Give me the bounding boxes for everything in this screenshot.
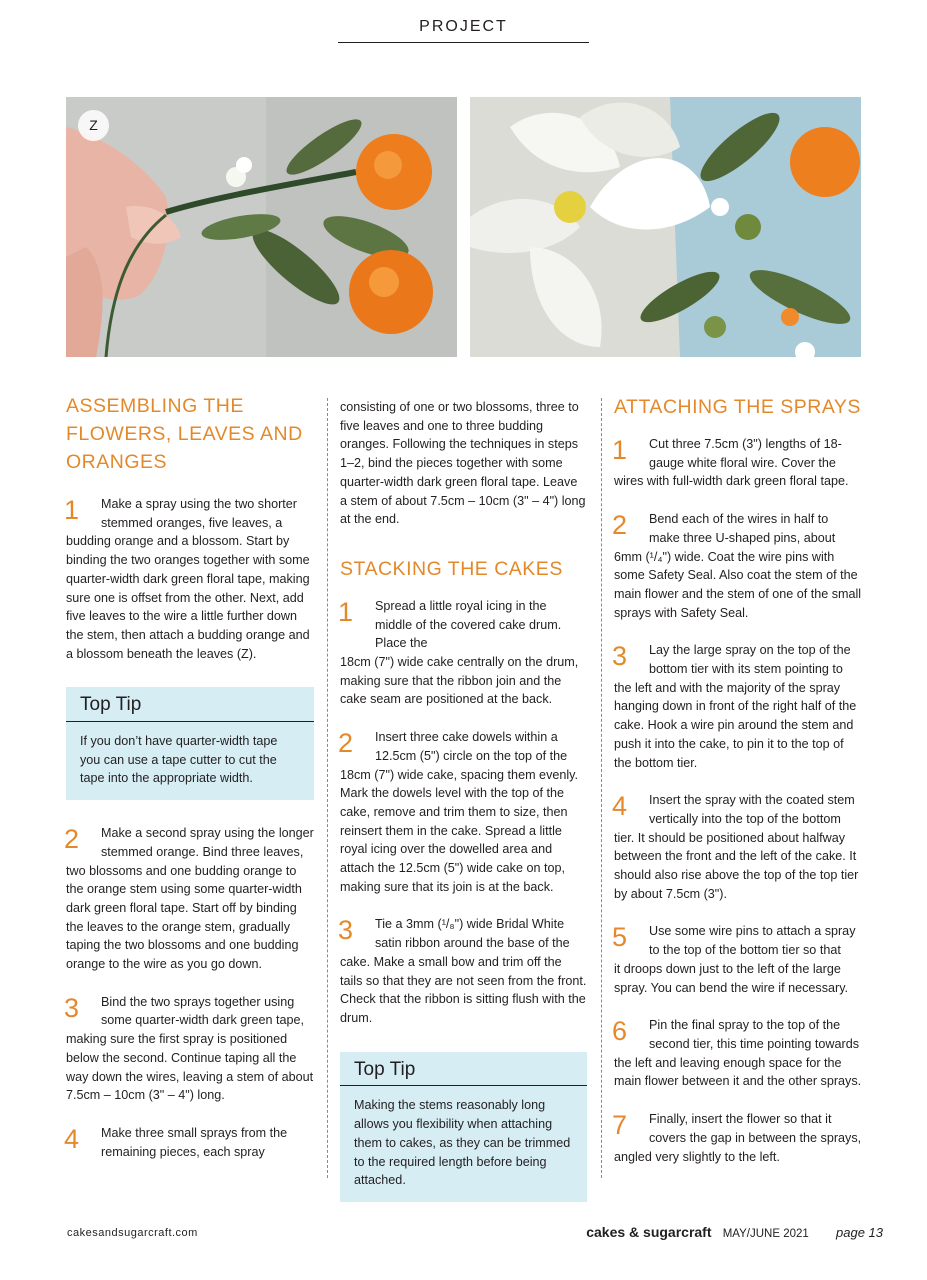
step-text-first: Insert three cake dowels within a 12.5cm (5") circle on the top of the xyxy=(375,730,568,763)
stacking-step-3 xyxy=(340,915,587,1027)
footer-website: cakesandsugarcraft.com xyxy=(67,1227,198,1239)
step-number: 1 xyxy=(612,435,628,465)
step-text-first: Bend each of the wires in half to make three U-shaped pins, about xyxy=(649,512,836,545)
photo-spray-assembly xyxy=(66,97,457,357)
top-tip-body: If you don’t have quarter-width tape you can use a tape cutter to cut the tape into the appropriate width. xyxy=(80,734,278,786)
stacking-step-2 xyxy=(340,728,587,896)
step-text-first: Make a second spray using the longer stemmed orange. Bind three leaves, xyxy=(101,826,314,859)
attaching-step-3 xyxy=(614,641,862,772)
top-tip-body: Making the stems reasonably long allows you flexibility when attaching them to cakes, as they can be trimmed to the required length before being attached. xyxy=(354,1098,571,1188)
step-text-rest: angled very slightly to the left. xyxy=(614,1149,780,1164)
step-text-first: Bind the two sprays together using some quarter-width dark green tape, xyxy=(101,994,305,1028)
step-text-first: Pin the final spray to the top of the second tier, this time pointing towards xyxy=(649,1018,860,1051)
step-text-first: Cut three 7.5cm (3") lengths of 18-gauge white floral wire. Cover the xyxy=(649,437,842,470)
step-text-first: Tie a 3mm (¹/₈") wide Bridal White satin ribbon around the base of the xyxy=(375,917,570,951)
top-tip-title: Top Tip xyxy=(340,1052,587,1087)
step-text-rest: 6mm (¹/₄") wide. Coat the wire pins with some Safety Seal. Also coat the stem of the main flower and the stem of one of the small sprays with Safety Seal. xyxy=(614,549,862,620)
step-text-first: Use some wire pins to attach a spray to the top of the bottom tier so that xyxy=(649,924,856,958)
step-text-rest: tier. It should be positioned about halfway between the front and the left of the cake. It should also rise above the top of the top tier by about 7.5cm (3"). xyxy=(614,830,859,901)
step-text-first: Insert the spray with the coated stem vertically into the top of the bottom xyxy=(649,793,855,826)
step-text-rest: two blossoms and one budding orange to the orange stem using some quarter-width dark green floral tape. Start off by binding the leaves to the orange stem, gradually taping the two blossoms and one budding orange to the wire as you go down. xyxy=(66,863,302,972)
step-text-first: Lay the large spray on the top of the bottom tier with its stem pointing to xyxy=(649,643,851,677)
step-number: 5 xyxy=(612,922,628,953)
step-number: 1 xyxy=(64,495,80,525)
top-tip-box xyxy=(340,1052,587,1202)
orange-spray-image xyxy=(66,97,457,357)
attaching-step-2 xyxy=(614,510,862,622)
step-text-first: Make three small sprays from the remaining pieces, each spray xyxy=(101,1125,288,1159)
step-text-rest: budding orange and a blossom. Start by binding the two oranges together with some quarter-width dark green floral tape, making sure one is offset from the other. Next, add five leaves to the wire a little further down the stem, then attach a budding orange and a blossom beneath the leaves (Z). xyxy=(66,534,310,661)
step-text-first: Make a spray using the two shorter stemmed oranges, five leaves, a xyxy=(101,497,297,530)
step-number: 2 xyxy=(338,728,354,759)
top-tip-box xyxy=(66,687,314,800)
footer-brand: cakes & sugarcraft xyxy=(586,1224,712,1240)
attaching-step-5 xyxy=(614,922,862,997)
step-number: 6 xyxy=(612,1016,628,1047)
step-number: 3 xyxy=(612,641,628,672)
step-number: 2 xyxy=(64,824,80,855)
step-text-first: Spread a little royal icing in the middle of the covered cake drum. Place the xyxy=(375,598,562,651)
magnolia-spray-image xyxy=(470,97,861,357)
column-assembling xyxy=(66,392,314,1161)
step-text-rest: the left and with the majority of the spray hanging down in front of the right half of the cake. Hook a wire pin around the stem and push it into the cake, to pin it to the top of the bottom tier. xyxy=(614,680,857,770)
assembling-step-2 xyxy=(66,824,314,974)
step-number: 3 xyxy=(338,915,354,946)
step-text-rest: 18cm (7") wide cake centrally on the drum, making sure that the ribbon join and the cake seam are positioned at the back. xyxy=(340,655,579,707)
photo-step-label: Z xyxy=(78,110,109,141)
attaching-step-1 xyxy=(614,435,862,491)
step-text-rest: the left and leaving enough space for the main flower between it and the other sprays. xyxy=(614,1055,862,1089)
section-title-attaching: ATTACHING THE SPRAYS xyxy=(614,396,861,418)
step-number: 1 xyxy=(338,596,354,627)
attaching-step-7 xyxy=(614,1110,862,1166)
column-divider xyxy=(327,398,328,1178)
footer-publication xyxy=(586,1224,883,1240)
column-stacking xyxy=(340,398,587,1202)
assembling-step-4 xyxy=(66,1124,314,1161)
continued-text: consisting of one or two blossoms, three to five leaves and one to three budding oranges. Following the techniques in steps 1–2, bind the pieces together with some quarter-width dark green floral tape. Leave a stem of about 7.5cm – 10cm (3" – 4") long at the end. xyxy=(340,400,586,527)
assembling-step-3 xyxy=(66,993,314,1105)
stacking-step-1 xyxy=(340,597,587,709)
attaching-step-6 xyxy=(614,1016,862,1091)
step-number: 4 xyxy=(64,1123,80,1154)
footer-page-number: page 13 xyxy=(836,1225,883,1240)
attaching-step-4 xyxy=(614,791,862,903)
photo-finished-spray xyxy=(470,97,861,357)
assembling-step-1 xyxy=(66,495,314,663)
column-attaching xyxy=(614,393,862,1166)
step-text-rest: wires with full-width dark green floral tape. xyxy=(614,474,849,489)
step-text-rest: cake. Make a small bow and trim off the tails so that they are not seen from the front. Check that the ribbon is sitting flush with the drum. xyxy=(340,954,587,1025)
step-text-first: Finally, insert the flower so that it covers the gap in between the sprays, xyxy=(649,1112,862,1145)
section-title-stacking: STACKING THE CAKES xyxy=(340,557,563,580)
step-text-rest: 18cm (7") wide cake, spacing them evenly. Mark the dowels level with the top of the cake, remove and trim them to size, then reinsert them in the cake. Spread a little royal icing over the dowelled area and attach the 12.5cm (5") wide cake on top, making sure that its join is at the back. xyxy=(340,767,579,894)
section-header: PROJECT xyxy=(338,18,589,43)
top-tip-title: Top Tip xyxy=(66,687,314,722)
step-number: 4 xyxy=(612,791,628,822)
section-title-assembling: ASSEMBLING THE FLOWERS, LEAVES AND ORANGES xyxy=(66,395,303,473)
column-divider xyxy=(601,398,602,1178)
step-number: 2 xyxy=(612,510,628,541)
footer-issue: MAY/JUNE 2021 xyxy=(722,1228,809,1240)
step-text-rest: making sure the first spray is positioned below the second. Continue taping all the way down the wires, leaving a stem of about 7.5cm – 10cm (3" – 4") long. xyxy=(66,1032,314,1103)
step-text-rest: it droops down just to the left of the large spray. You can bend the wire if necessary. xyxy=(614,961,849,995)
step-number: 7 xyxy=(612,1110,628,1141)
step-number: 3 xyxy=(64,992,80,1023)
